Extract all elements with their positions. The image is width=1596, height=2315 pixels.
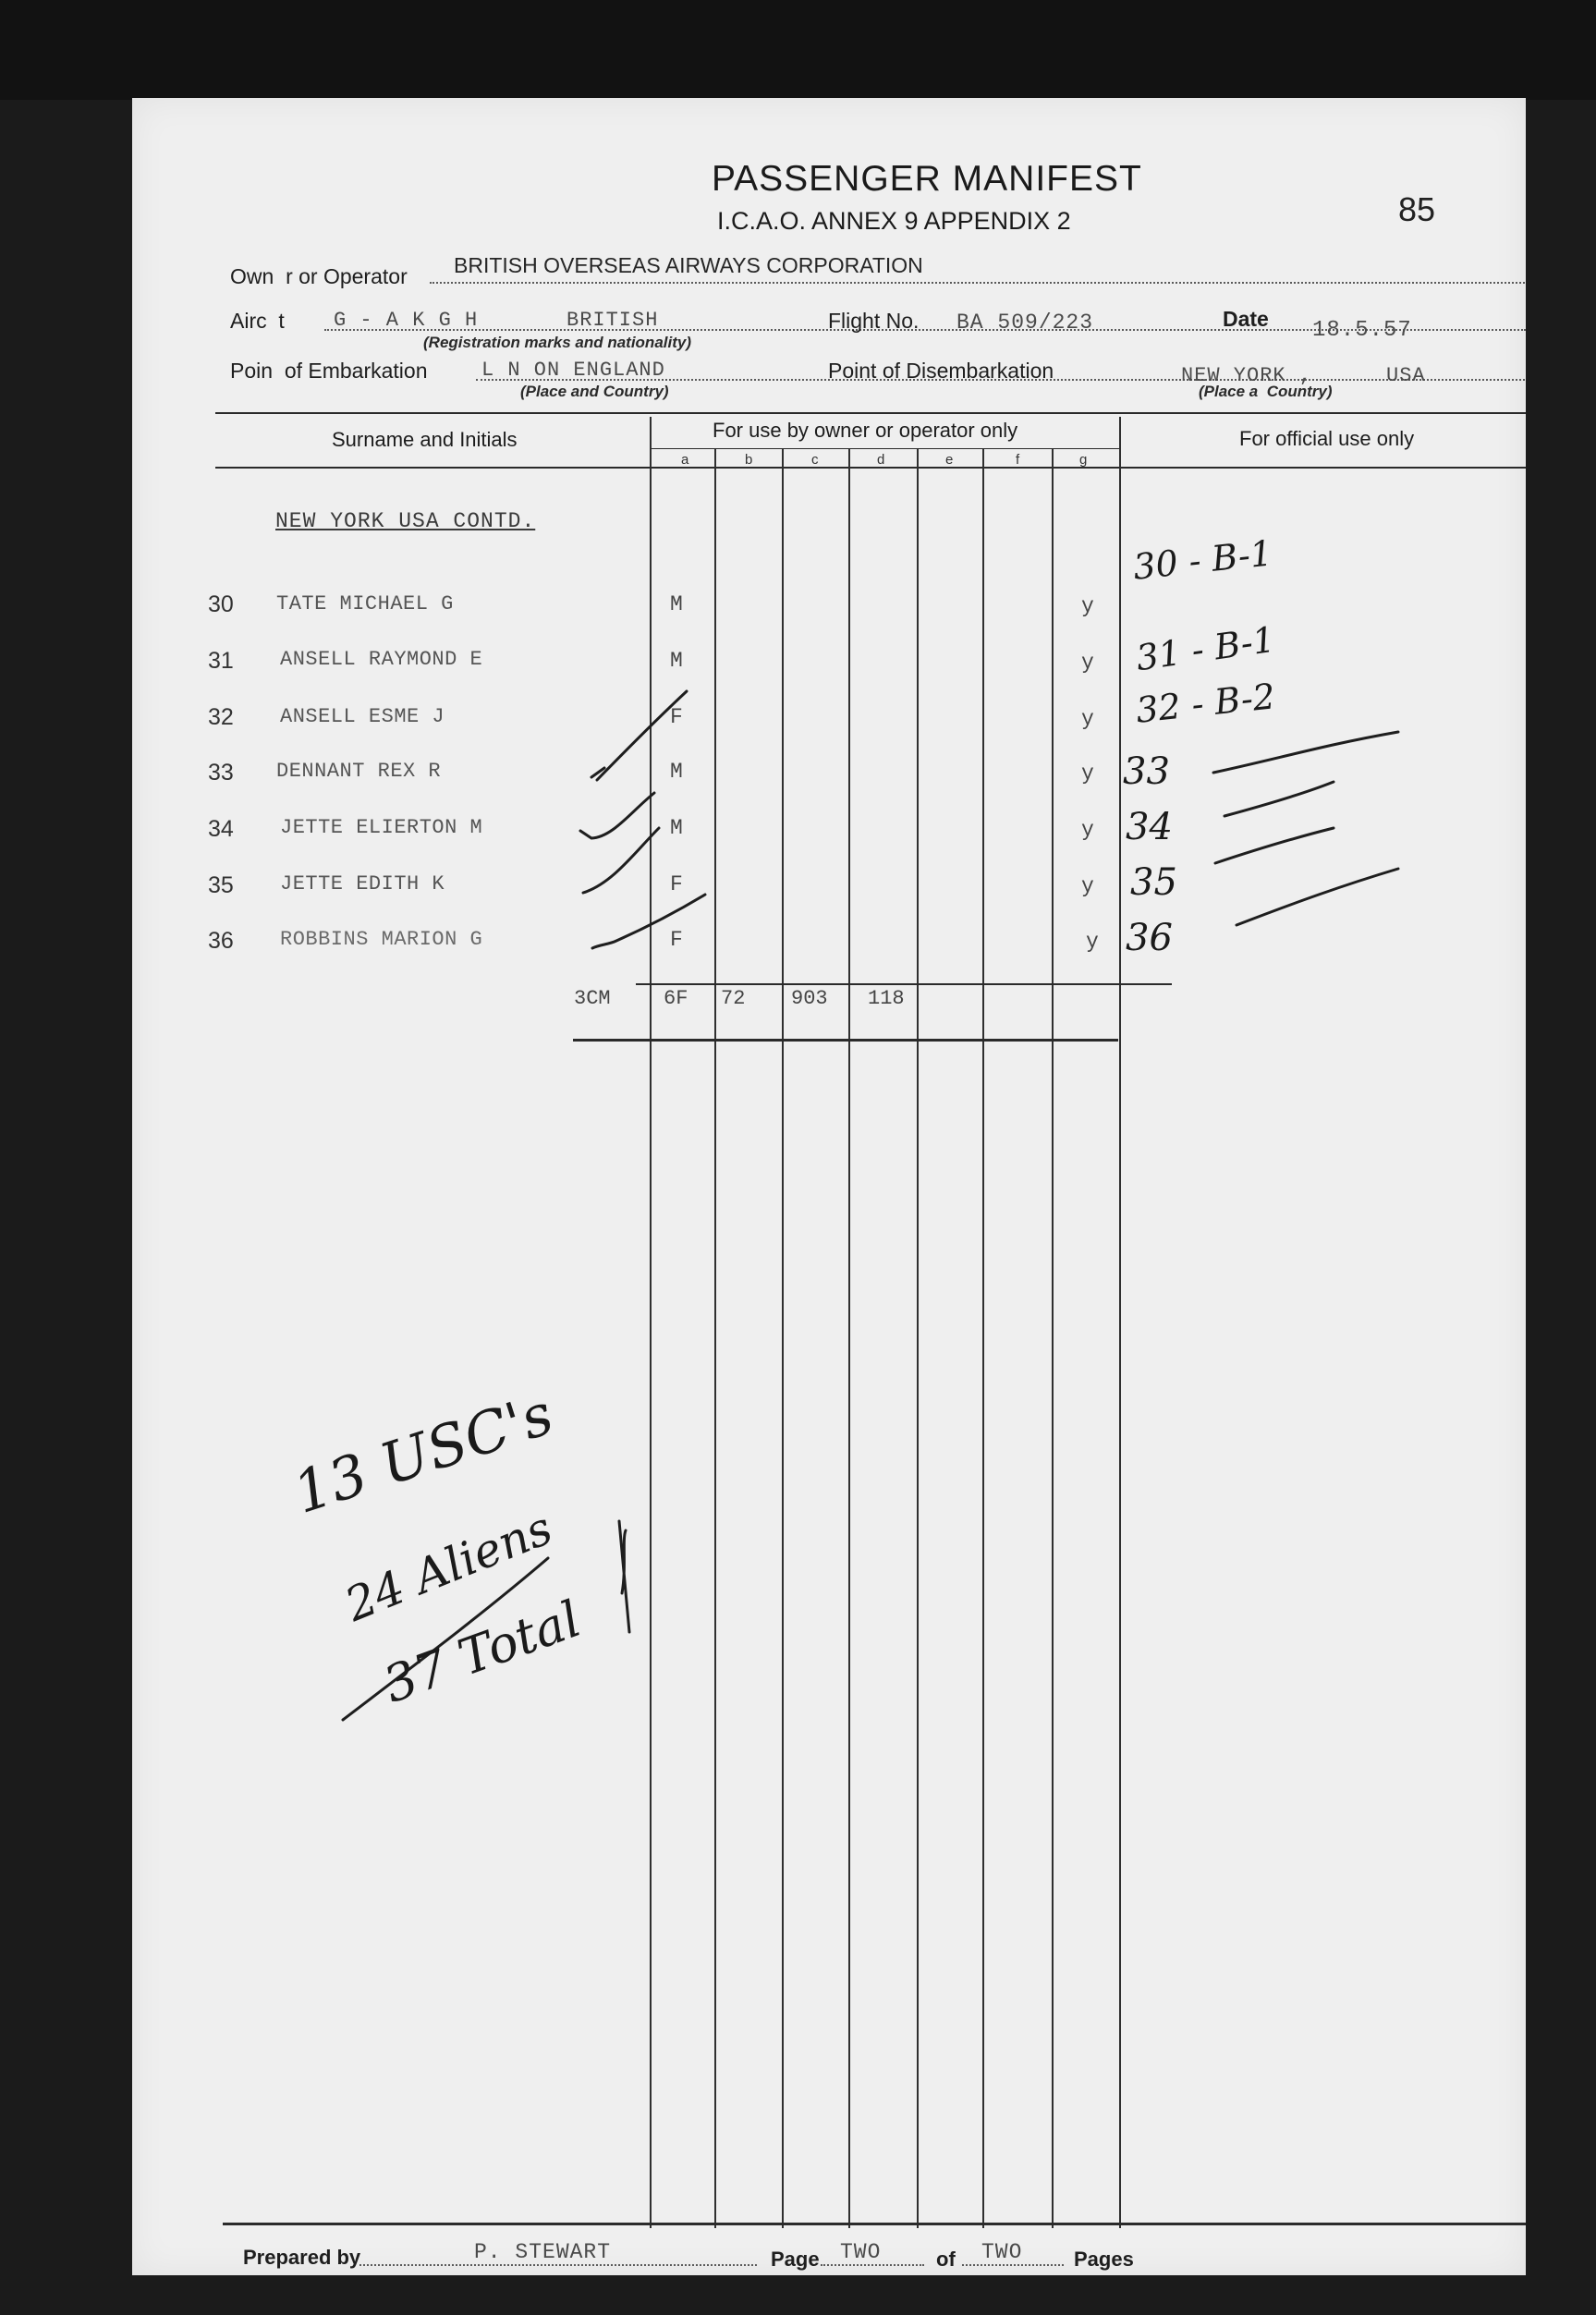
passenger-name: TATE MICHAEL G (276, 592, 454, 615)
official-dash-35 (1215, 828, 1334, 863)
official-entry: 35 (1130, 861, 1177, 904)
passenger-sex: M (670, 816, 683, 840)
handwritten-note-line1: 13 USC's (285, 1380, 561, 1527)
passenger-column-g: y (1081, 651, 1094, 675)
passenger-column-g: y (1081, 818, 1094, 842)
column-letter-b: b (745, 452, 753, 468)
passenger-column-g: y (1086, 930, 1099, 954)
row-number: 34 (208, 816, 234, 842)
page-label: Page (771, 2248, 820, 2271)
row-number: 31 (208, 648, 234, 674)
flight-label: Flight No. (828, 309, 920, 333)
passenger-column-g: y (1081, 874, 1094, 898)
official-entry: 30 - B-1 (1131, 532, 1274, 588)
passenger-name: JETTE ELIERTON M (280, 816, 483, 839)
section-heading: NEW YORK USA CONTD. (275, 509, 536, 533)
page-value: TWO (840, 2240, 882, 2264)
row-number: 35 (208, 872, 234, 898)
total-male: 3CM (574, 987, 611, 1010)
prepared-by-label: Prepared by (243, 2246, 361, 2269)
official-entry: 34 (1126, 806, 1173, 848)
column-official-header: For official use only (1239, 427, 1415, 450)
aircraft-note: (Registration marks and nationality) (423, 334, 691, 351)
passenger-sex: M (670, 760, 683, 784)
embarkation-label: Poin of Embarkation (230, 359, 428, 383)
row-number: 32 (208, 704, 234, 730)
manifest-page (132, 98, 1526, 2275)
passenger-column-g: y (1081, 594, 1094, 618)
date-value: 18.5.57 (1312, 318, 1412, 343)
passenger-sex: M (670, 592, 683, 616)
passenger-sex: M (670, 649, 683, 673)
embarkation-note: (Place and Country) (520, 383, 669, 400)
pages-label: Pages (1074, 2248, 1134, 2271)
official-dash-34 (1224, 782, 1334, 816)
disembarkation-note: (Place a Country) (1199, 383, 1333, 400)
total-female: 6F (664, 987, 688, 1010)
total-column-d: 118 (868, 987, 905, 1010)
prepared-by-dotted-line (359, 2264, 757, 2266)
column-letter-f: f (1016, 452, 1020, 468)
passenger-name: ROBBINS MARION G (280, 928, 483, 951)
of-label: of (936, 2248, 956, 2271)
checkmark-34 (580, 793, 654, 838)
note-bracket (619, 1521, 629, 1632)
passenger-column-g: y (1081, 707, 1094, 731)
aircraft-nationality: BRITISH (567, 309, 659, 332)
column-surname-header: Surname and Initials (332, 428, 518, 451)
column-letter-d: d (877, 452, 885, 468)
row-number: 36 (208, 928, 234, 954)
column-letter-c: c (811, 452, 819, 468)
page-subtitle: I.C.A.O. ANNEX 9 APPENDIX 2 (717, 207, 1071, 235)
scan-border (0, 0, 1596, 100)
owner-label: Own r or Operator (230, 264, 408, 288)
row-number: 30 (208, 591, 234, 617)
official-entry: 33 (1123, 750, 1170, 793)
column-letter-g: g (1079, 452, 1088, 468)
prepared-by-value: P. STEWART (474, 2240, 612, 2264)
page-title: PASSENGER MANIFEST (712, 159, 1142, 199)
column-letter-e: e (945, 452, 954, 468)
column-owner-header: For use by owner or operator only (713, 419, 1018, 442)
total-column-b: 72 (721, 987, 746, 1010)
disembarkation-country: USA (1386, 364, 1426, 387)
handwritten-note-line2: 24 Aliens (337, 1501, 560, 1632)
of-value: TWO (981, 2240, 1023, 2264)
total-column-c: 903 (791, 987, 828, 1010)
ink-marks (132, 98, 1526, 2275)
disembarkation-place: NEW YORK , (1181, 364, 1313, 387)
passenger-name: JETTE EDITH K (280, 872, 445, 896)
passenger-name: ANSELL RAYMOND E (280, 648, 483, 671)
passenger-sex: F (670, 928, 683, 952)
handwritten-note-line3: 37 Total (375, 1590, 589, 1714)
page-number: 85 (1398, 190, 1436, 228)
date-label: Date (1223, 307, 1269, 331)
checkmark-36 (592, 895, 705, 948)
of-dotted-line (962, 2264, 1064, 2266)
row-number: 33 (208, 760, 234, 786)
passenger-sex: F (670, 705, 683, 729)
flight-value: BA 509/223 (956, 311, 1094, 335)
owner-value: BRITISH OVERSEAS AIRWAYS CORPORATION (454, 253, 923, 277)
official-dash-33 (1213, 732, 1398, 773)
disembarkation-label: Point of Disembarkation (828, 359, 1054, 383)
embarkation-value: L N ON ENGLAND (481, 359, 665, 382)
column-letter-a: a (681, 452, 689, 468)
checkmark-33 (591, 691, 687, 780)
aircraft-registration: G - A K G H (334, 309, 479, 332)
footer-rule (223, 2223, 1526, 2225)
official-dash-36 (1237, 869, 1398, 925)
official-entry: 32 - B-2 (1134, 676, 1277, 731)
passenger-name: ANSELL ESME J (280, 705, 445, 728)
official-entry: 36 (1126, 917, 1173, 959)
official-entry: 31 - B-1 (1133, 618, 1278, 679)
aircraft-label: Airc t (230, 309, 285, 333)
passenger-sex: F (670, 872, 683, 896)
page-dotted-line (821, 2264, 924, 2266)
passenger-column-g: y (1081, 762, 1094, 786)
passenger-name: DENNANT REX R (276, 760, 442, 783)
